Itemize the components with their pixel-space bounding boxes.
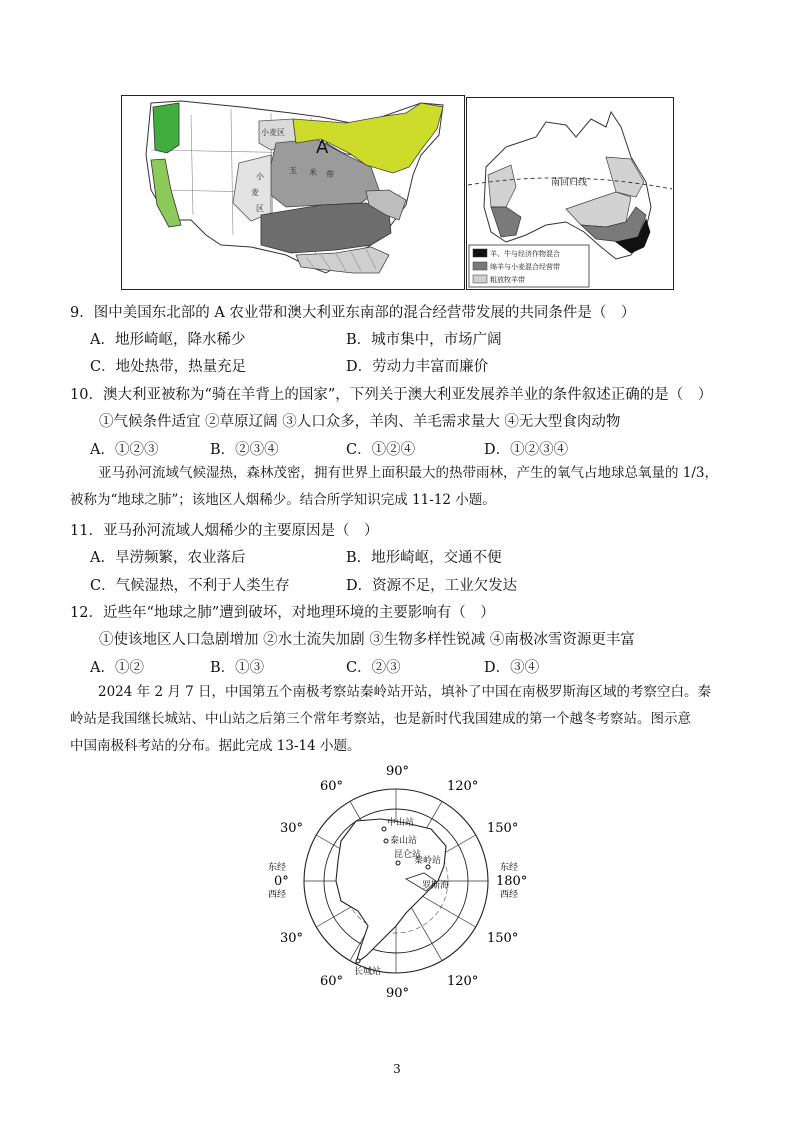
label-right-120-top: 120°	[447, 779, 479, 794]
legend-swatch-3	[473, 275, 487, 283]
q11-option-b: B．地形崎岖，交通不便	[346, 550, 502, 566]
q11-stem: 11．亚马孙河流域人烟稀少的主要原因是（ ）	[70, 523, 379, 539]
label-right-120-bottom: 120°	[447, 974, 479, 989]
zhongshan-station-dot	[382, 827, 386, 831]
label-left-60-bottom: 60°	[320, 974, 344, 989]
legend-swatch-2	[473, 262, 487, 270]
west-coast-green-north	[153, 103, 179, 153]
australia-agriculture-map	[466, 97, 674, 290]
legend-swatch-1	[473, 249, 487, 257]
wheat-left-char-2: 麦	[251, 188, 259, 197]
q10-stem: 10．澳大利亚被称为“骑在羊背上的国家”，下列关于澳大利亚发展养羊业的条件叙述正确的是（ ）	[70, 387, 713, 403]
label-left-60-top: 60°	[320, 779, 344, 794]
region-a-label: A	[316, 137, 329, 158]
taishan-label: 泰山站	[390, 836, 418, 846]
label-right-west: 西经	[500, 890, 519, 900]
passage-amazon-line1: 亚马孙河流域气候湿热，森林茂密，拥有世界上面积最大的热带雨林，产生的氧气占地球总氧量的 1/3，	[98, 465, 719, 481]
label-left-30-bottom: 30°	[280, 931, 304, 946]
q10-option-c: C．①②④	[346, 442, 416, 458]
passage-amazon-line2: 被称为“地球之肺”；该地区人烟稀少。结合所学知识完成 11-12 小题。	[70, 492, 496, 508]
label-left-zero: 0°	[274, 874, 289, 889]
wheat-left-char-1: 小	[256, 172, 264, 181]
wheat-top-label: 小麦区	[261, 128, 285, 137]
q11-option-a: A．旱涝频繁，农业落后	[90, 550, 246, 566]
q12-items: ①使该地区人口急剧增加 ②水土流失加剧 ③生物多样性锐减 ④南极冰雪资源更丰富	[99, 632, 635, 648]
label-right-180: 180°	[496, 874, 528, 889]
corn-char-2: 米	[309, 168, 317, 177]
passage-amazon	[70, 460, 738, 514]
q9-option-d: D．劳动力丰富而廉价	[346, 359, 489, 375]
ross-sea-label: 罗斯海	[422, 881, 450, 891]
tropic-label: 南回归线	[551, 178, 588, 188]
kunlun-label: 昆仑站	[394, 850, 422, 860]
label-right-150-bottom: 150°	[487, 931, 519, 946]
q10-option-d: D．①②③④	[484, 442, 569, 458]
q12-option-c: C．②③	[346, 660, 401, 676]
q11-option-c: C．气候湿热，不利于人类生存	[90, 578, 290, 594]
q11-option-d: D．资源不足，工业欠发达	[346, 578, 518, 594]
page-number: 3	[393, 1062, 401, 1076]
passage-qinling	[70, 679, 738, 760]
q9-option-b: B．城市集中，市场广阔	[346, 332, 502, 348]
label-left-west: 西经	[268, 890, 287, 900]
label-left-east: 东经	[268, 863, 287, 873]
changcheng-label: 长城站	[354, 967, 382, 977]
legend-label-2: 绵羊与小麦混合经营带	[490, 263, 560, 271]
label-right-150-top: 150°	[487, 821, 519, 836]
zhongshan-label: 中山站	[387, 818, 415, 828]
wheat-left-char-3: 区	[256, 204, 264, 213]
usa-agriculture-map	[121, 95, 465, 290]
q12-option-d: D．③④	[484, 660, 540, 676]
label-left-30-top: 30°	[280, 821, 304, 836]
taishan-station-dot	[384, 839, 388, 843]
legend-label-3: 粗放牧羊带	[490, 276, 525, 284]
corn-char-1: 玉	[289, 166, 297, 175]
label-right-east: 东经	[500, 863, 519, 873]
label-bottom-90: 90°	[386, 986, 410, 1000]
passage-qinling-line3: 中国南极科考站的分布。据此完成 13-14 小题。	[70, 738, 361, 754]
label-top-90: 90°	[386, 764, 410, 779]
q10-items: ①气候条件适宜 ②草原辽阔 ③人口众多，羊肉、羊毛需求量大 ④无大型食肉动物	[99, 414, 621, 430]
q10-option-b: B．②③④	[210, 442, 279, 458]
passage-qinling-line1: 2024 年 2 月 7 日，中国第五个南极考察站秦岭站开站，填补了中国在南极罗斯海区域的考察空白。秦	[98, 684, 711, 700]
antarctica-station-map	[262, 760, 532, 1000]
q12-option-b: B．①③	[210, 660, 265, 676]
qinling-label: 秦岭站	[414, 856, 442, 866]
q12-stem: 12．近些年“地球之肺”遭到破坏，对地理环境的主要影响有（ ）	[70, 605, 495, 621]
q9-option-c: C．地处热带，热量充足	[90, 359, 247, 375]
q9-option-a: A．地形崎岖，降水稀少	[90, 332, 246, 348]
q9-stem: 9．图中美国东北部的 A 农业带和澳大利亚东南部的混合经营带发展的共同条件是（ ）	[70, 305, 636, 321]
changcheng-station-dot	[356, 959, 360, 963]
legend-label-1: 羊、牛与经济作物混合	[490, 250, 560, 258]
corn-char-3: 带	[326, 170, 334, 179]
kunlun-station-dot	[396, 861, 400, 865]
q10-option-a: A．①②③	[90, 442, 159, 458]
q12-option-a: A．①②	[90, 660, 144, 676]
passage-qinling-line2: 岭站是我国继长城站、中山站之后第三个常年考察站，也是新时代我国建成的第一个越冬考察站。图示意	[70, 711, 691, 727]
